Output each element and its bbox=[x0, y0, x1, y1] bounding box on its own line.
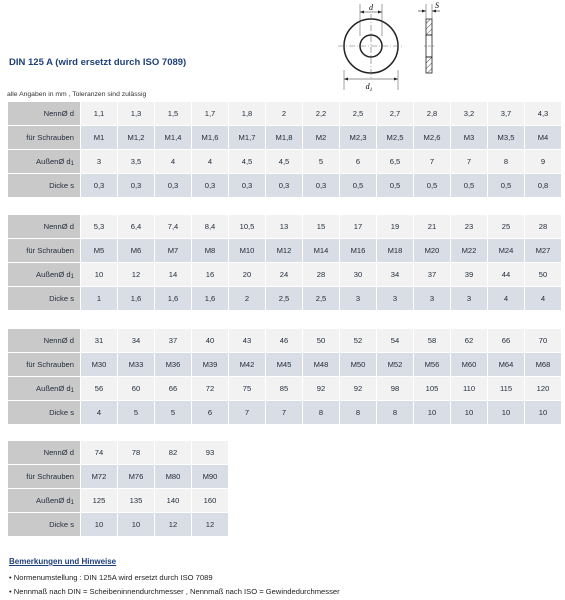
cell-schrauben: M3,5 bbox=[488, 126, 524, 149]
cell-nenn: 19 bbox=[377, 215, 413, 238]
cell-aussen: 115 bbox=[488, 377, 524, 400]
cell-nenn: 43 bbox=[229, 329, 265, 352]
cell-nenn: 34 bbox=[118, 329, 154, 352]
cell-aussen: 92 bbox=[303, 377, 339, 400]
cell-nenn: 21 bbox=[414, 215, 450, 238]
cell-dicke: 0,3 bbox=[192, 174, 228, 197]
cell-aussen: 12 bbox=[118, 263, 154, 286]
row-header-label: für Schrauben bbox=[26, 246, 74, 255]
row-header-dicke bbox=[8, 513, 80, 536]
cell-schrauben: M1,7 bbox=[229, 126, 265, 149]
cell-dicke: 0,3 bbox=[118, 174, 154, 197]
cell-nenn: 50 bbox=[303, 329, 339, 352]
cell-schrauben: M5 bbox=[81, 239, 117, 262]
cell-dicke: 0,3 bbox=[229, 174, 265, 197]
cell-aussen: 16 bbox=[192, 263, 228, 286]
size-table bbox=[7, 214, 562, 311]
row-header-label: Dicke s bbox=[49, 408, 74, 417]
cell-aussen: 44 bbox=[488, 263, 524, 286]
row-aussen bbox=[8, 150, 561, 173]
cell-aussen: 14 bbox=[155, 263, 191, 286]
cell-schrauben: M72 bbox=[81, 465, 117, 488]
cell-schrauben: M14 bbox=[303, 239, 339, 262]
washer-drawing bbox=[336, 0, 456, 92]
cell-dicke: 7 bbox=[266, 401, 302, 424]
row-header-schrauben bbox=[8, 126, 80, 149]
cell-dicke: 10 bbox=[488, 401, 524, 424]
cell-schrauben: M1,6 bbox=[192, 126, 228, 149]
row-header-label: AußenØ d bbox=[36, 383, 71, 393]
cell-schrauben: M16 bbox=[340, 239, 376, 262]
cell-nenn: 2,2 bbox=[303, 102, 339, 125]
cell-nenn: 66 bbox=[488, 329, 524, 352]
cell-schrauben: M48 bbox=[303, 353, 339, 376]
cell-aussen: 34 bbox=[377, 263, 413, 286]
cell-nenn: 7,4 bbox=[155, 215, 191, 238]
row-header-aussen bbox=[8, 263, 80, 286]
cell-aussen: 37 bbox=[414, 263, 450, 286]
row-dicke bbox=[8, 287, 561, 310]
cell-dicke: 4 bbox=[488, 287, 524, 310]
cell-nenn: 1,5 bbox=[155, 102, 191, 125]
row-header-nenn bbox=[8, 102, 80, 125]
cell-schrauben: M2,5 bbox=[377, 126, 413, 149]
washer-diagram bbox=[336, 0, 456, 92]
cell-schrauben: M56 bbox=[414, 353, 450, 376]
cell-nenn: 13 bbox=[266, 215, 302, 238]
cell-schrauben: M60 bbox=[451, 353, 487, 376]
cell-dicke: 2,5 bbox=[266, 287, 302, 310]
size-table bbox=[7, 440, 229, 537]
row-header-dicke bbox=[8, 287, 80, 310]
cell-nenn: 54 bbox=[377, 329, 413, 352]
cell-dicke: 6 bbox=[192, 401, 228, 424]
cell-dicke: 0,5 bbox=[451, 174, 487, 197]
remarks-title: Bemerkungen und Hinweise bbox=[9, 557, 117, 566]
dim-label-d1: $d_1$ bbox=[365, 82, 373, 92]
cell-dicke: 10 bbox=[414, 401, 450, 424]
cell-nenn: 1,8 bbox=[229, 102, 265, 125]
row-nenn bbox=[8, 215, 561, 238]
row-header-label: für Schrauben bbox=[26, 472, 74, 481]
cell-aussen: 4,5 bbox=[266, 150, 302, 173]
cell-schrauben: M50 bbox=[340, 353, 376, 376]
cell-aussen: 4 bbox=[155, 150, 191, 173]
cell-aussen: 110 bbox=[451, 377, 487, 400]
cell-dicke: 10 bbox=[451, 401, 487, 424]
cell-schrauben: M20 bbox=[414, 239, 450, 262]
cell-schrauben: M27 bbox=[525, 239, 561, 262]
units-note: alle Angaben in mm , Toleranzen sind zulässig bbox=[7, 91, 147, 98]
cell-schrauben: M2,6 bbox=[414, 126, 450, 149]
cell-schrauben: M7 bbox=[155, 239, 191, 262]
cell-dicke: 0,5 bbox=[340, 174, 376, 197]
cell-schrauben: M68 bbox=[525, 353, 561, 376]
row-nenn bbox=[8, 441, 228, 464]
cell-dicke: 1,6 bbox=[118, 287, 154, 310]
side-view-upper bbox=[426, 19, 432, 35]
size-table bbox=[7, 101, 562, 198]
cell-dicke: 7 bbox=[229, 401, 265, 424]
cell-dicke: 3 bbox=[414, 287, 450, 310]
cell-aussen: 60 bbox=[118, 377, 154, 400]
cell-dicke: 5 bbox=[118, 401, 154, 424]
cell-nenn: 46 bbox=[266, 329, 302, 352]
row-header-subscript: 1 bbox=[70, 387, 74, 394]
cell-dicke: 3 bbox=[377, 287, 413, 310]
cell-aussen: 39 bbox=[451, 263, 487, 286]
cell-aussen: 28 bbox=[303, 263, 339, 286]
cell-aussen: 50 bbox=[525, 263, 561, 286]
cell-dicke: 0,5 bbox=[377, 174, 413, 197]
cell-aussen: 20 bbox=[229, 263, 265, 286]
cell-dicke: 2,5 bbox=[303, 287, 339, 310]
dim-label-d: d bbox=[369, 3, 373, 12]
cell-nenn: 17 bbox=[340, 215, 376, 238]
cell-aussen: 4,5 bbox=[229, 150, 265, 173]
cell-schrauben: M3 bbox=[451, 126, 487, 149]
cell-nenn: 5,3 bbox=[81, 215, 117, 238]
cell-aussen: 4 bbox=[192, 150, 228, 173]
row-header-label: für Schrauben bbox=[26, 360, 74, 369]
cell-dicke: 0,3 bbox=[81, 174, 117, 197]
cell-schrauben: M64 bbox=[488, 353, 524, 376]
cell-nenn: 28 bbox=[525, 215, 561, 238]
row-header-label: AußenØ d bbox=[36, 269, 71, 279]
remarks-list bbox=[9, 571, 340, 599]
cell-nenn: 1,3 bbox=[118, 102, 154, 125]
cell-nenn: 3,7 bbox=[488, 102, 524, 125]
cell-nenn: 2,5 bbox=[340, 102, 376, 125]
cell-aussen: 66 bbox=[155, 377, 191, 400]
row-schrauben bbox=[8, 239, 561, 262]
row-header-schrauben bbox=[8, 465, 80, 488]
cell-nenn: 8,4 bbox=[192, 215, 228, 238]
cell-schrauben: M1,2 bbox=[118, 126, 154, 149]
cell-schrauben: M1,8 bbox=[266, 126, 302, 149]
row-dicke bbox=[8, 174, 561, 197]
cell-schrauben: M12 bbox=[266, 239, 302, 262]
row-nenn bbox=[8, 102, 561, 125]
cell-schrauben: M24 bbox=[488, 239, 524, 262]
cell-nenn: 58 bbox=[414, 329, 450, 352]
remark-item: • Normenumstellung : DIN 125A wird ersetzt durch ISO 7089 bbox=[9, 571, 340, 585]
cell-schrauben: M10 bbox=[229, 239, 265, 262]
cell-schrauben: M8 bbox=[192, 239, 228, 262]
cell-nenn: 3,2 bbox=[451, 102, 487, 125]
cell-aussen: 92 bbox=[340, 377, 376, 400]
row-header-label: NennØ d bbox=[43, 222, 74, 231]
cell-aussen: 3 bbox=[81, 150, 117, 173]
cell-aussen: 5 bbox=[303, 150, 339, 173]
cell-schrauben: M36 bbox=[155, 353, 191, 376]
row-header-label: für Schrauben bbox=[26, 133, 74, 142]
cell-dicke: 8 bbox=[340, 401, 376, 424]
cell-schrauben: M90 bbox=[192, 465, 228, 488]
row-aussen bbox=[8, 489, 228, 512]
cell-nenn: 25 bbox=[488, 215, 524, 238]
cell-schrauben: M80 bbox=[155, 465, 191, 488]
cell-schrauben: M1 bbox=[81, 126, 117, 149]
cell-aussen: 140 bbox=[155, 489, 191, 512]
row-header-label: NennØ d bbox=[43, 448, 74, 457]
cell-nenn: 2,8 bbox=[414, 102, 450, 125]
cell-aussen: 160 bbox=[192, 489, 228, 512]
cell-dicke: 0,3 bbox=[266, 174, 302, 197]
cell-aussen: 8 bbox=[488, 150, 524, 173]
cell-dicke: 0,5 bbox=[414, 174, 450, 197]
row-header-nenn bbox=[8, 329, 80, 352]
cell-dicke: 0,3 bbox=[303, 174, 339, 197]
cell-nenn: 15 bbox=[303, 215, 339, 238]
cell-dicke: 12 bbox=[155, 513, 191, 536]
row-header-subscript: 1 bbox=[70, 160, 74, 167]
row-header-label: AußenØ d bbox=[36, 495, 71, 505]
cell-dicke: 10 bbox=[118, 513, 154, 536]
cell-dicke: 8 bbox=[303, 401, 339, 424]
cell-dicke: 10 bbox=[525, 401, 561, 424]
cell-nenn: 70 bbox=[525, 329, 561, 352]
cell-aussen: 7 bbox=[414, 150, 450, 173]
cell-aussen: 105 bbox=[414, 377, 450, 400]
row-header-aussen bbox=[8, 150, 80, 173]
cell-aussen: 30 bbox=[340, 263, 376, 286]
cell-dicke: 4 bbox=[525, 287, 561, 310]
row-header-label: Dicke s bbox=[49, 520, 74, 529]
cell-dicke: 12 bbox=[192, 513, 228, 536]
cell-dicke: 0,3 bbox=[155, 174, 191, 197]
cell-nenn: 1,7 bbox=[192, 102, 228, 125]
size-table bbox=[7, 328, 562, 425]
cell-schrauben: M39 bbox=[192, 353, 228, 376]
cell-nenn: 2,7 bbox=[377, 102, 413, 125]
cell-aussen: 85 bbox=[266, 377, 302, 400]
cell-schrauben: M6 bbox=[118, 239, 154, 262]
cell-aussen: 3,5 bbox=[118, 150, 154, 173]
cell-nenn: 37 bbox=[155, 329, 191, 352]
row-dicke bbox=[8, 513, 228, 536]
cell-nenn: 31 bbox=[81, 329, 117, 352]
cell-dicke: 8 bbox=[377, 401, 413, 424]
cell-aussen: 6,5 bbox=[377, 150, 413, 173]
cell-dicke: 1 bbox=[81, 287, 117, 310]
page-title: DIN 125 A (wird ersetzt durch ISO 7089) bbox=[9, 57, 187, 68]
cell-aussen: 7 bbox=[451, 150, 487, 173]
cell-nenn: 62 bbox=[451, 329, 487, 352]
cell-aussen: 9 bbox=[525, 150, 561, 173]
cell-dicke: 1,6 bbox=[192, 287, 228, 310]
row-header-label: Dicke s bbox=[49, 181, 74, 190]
cell-schrauben: M30 bbox=[81, 353, 117, 376]
row-header-schrauben bbox=[8, 353, 80, 376]
cell-nenn: 74 bbox=[81, 441, 117, 464]
cell-aussen: 24 bbox=[266, 263, 302, 286]
cell-nenn: 93 bbox=[192, 441, 228, 464]
cell-aussen: 120 bbox=[525, 377, 561, 400]
cell-schrauben: M45 bbox=[266, 353, 302, 376]
cell-schrauben: M1,4 bbox=[155, 126, 191, 149]
row-dicke bbox=[8, 401, 561, 424]
cell-aussen: 75 bbox=[229, 377, 265, 400]
cell-schrauben: M22 bbox=[451, 239, 487, 262]
row-header-schrauben bbox=[8, 239, 80, 262]
row-header-aussen bbox=[8, 489, 80, 512]
cell-aussen: 135 bbox=[118, 489, 154, 512]
cell-nenn: 1,1 bbox=[81, 102, 117, 125]
row-header-label: AußenØ d bbox=[36, 156, 71, 166]
cell-dicke: 0,5 bbox=[488, 174, 524, 197]
cell-aussen: 56 bbox=[81, 377, 117, 400]
cell-aussen: 6 bbox=[340, 150, 376, 173]
row-aussen bbox=[8, 377, 561, 400]
cell-dicke: 2 bbox=[229, 287, 265, 310]
row-header-aussen bbox=[8, 377, 80, 400]
cell-schrauben: M76 bbox=[118, 465, 154, 488]
cell-dicke: 3 bbox=[451, 287, 487, 310]
cell-aussen: 10 bbox=[81, 263, 117, 286]
cell-dicke: 10 bbox=[81, 513, 117, 536]
row-schrauben bbox=[8, 465, 228, 488]
cell-aussen: 98 bbox=[377, 377, 413, 400]
row-header-dicke bbox=[8, 174, 80, 197]
remark-item: • Nennmaß nach DIN = Scheibeninnendurchmesser , Nennmaß nach ISO = Gewindedurchmesser bbox=[9, 585, 340, 599]
cell-schrauben: M2 bbox=[303, 126, 339, 149]
cell-dicke: 1,6 bbox=[155, 287, 191, 310]
row-header-dicke bbox=[8, 401, 80, 424]
row-header-label: NennØ d bbox=[43, 336, 74, 345]
cell-dicke: 3 bbox=[340, 287, 376, 310]
cell-nenn: 10,5 bbox=[229, 215, 265, 238]
row-header-subscript: 1 bbox=[70, 499, 74, 506]
row-header-subscript: 1 bbox=[70, 273, 74, 280]
cell-schrauben: M4 bbox=[525, 126, 561, 149]
cell-nenn: 23 bbox=[451, 215, 487, 238]
row-header-label: Dicke s bbox=[49, 294, 74, 303]
cell-dicke: 4 bbox=[81, 401, 117, 424]
cell-nenn: 2 bbox=[266, 102, 302, 125]
cell-schrauben: M2,3 bbox=[340, 126, 376, 149]
cell-dicke: 0,8 bbox=[525, 174, 561, 197]
side-view-lower bbox=[426, 57, 432, 73]
cell-schrauben: M42 bbox=[229, 353, 265, 376]
row-aussen bbox=[8, 263, 561, 286]
row-schrauben bbox=[8, 126, 561, 149]
cell-nenn: 78 bbox=[118, 441, 154, 464]
cell-schrauben: M52 bbox=[377, 353, 413, 376]
cell-aussen: 72 bbox=[192, 377, 228, 400]
cell-aussen: 125 bbox=[81, 489, 117, 512]
dim-label-s: S bbox=[435, 1, 439, 10]
cell-dicke: 5 bbox=[155, 401, 191, 424]
cell-schrauben: M33 bbox=[118, 353, 154, 376]
row-header-label: NennØ d bbox=[43, 109, 74, 118]
cell-schrauben: M18 bbox=[377, 239, 413, 262]
row-header-nenn bbox=[8, 215, 80, 238]
cell-nenn: 6,4 bbox=[118, 215, 154, 238]
row-schrauben bbox=[8, 353, 561, 376]
cell-nenn: 82 bbox=[155, 441, 191, 464]
cell-nenn: 40 bbox=[192, 329, 228, 352]
row-nenn bbox=[8, 329, 561, 352]
cell-nenn: 4,3 bbox=[525, 102, 561, 125]
row-header-nenn bbox=[8, 441, 80, 464]
cell-nenn: 52 bbox=[340, 329, 376, 352]
